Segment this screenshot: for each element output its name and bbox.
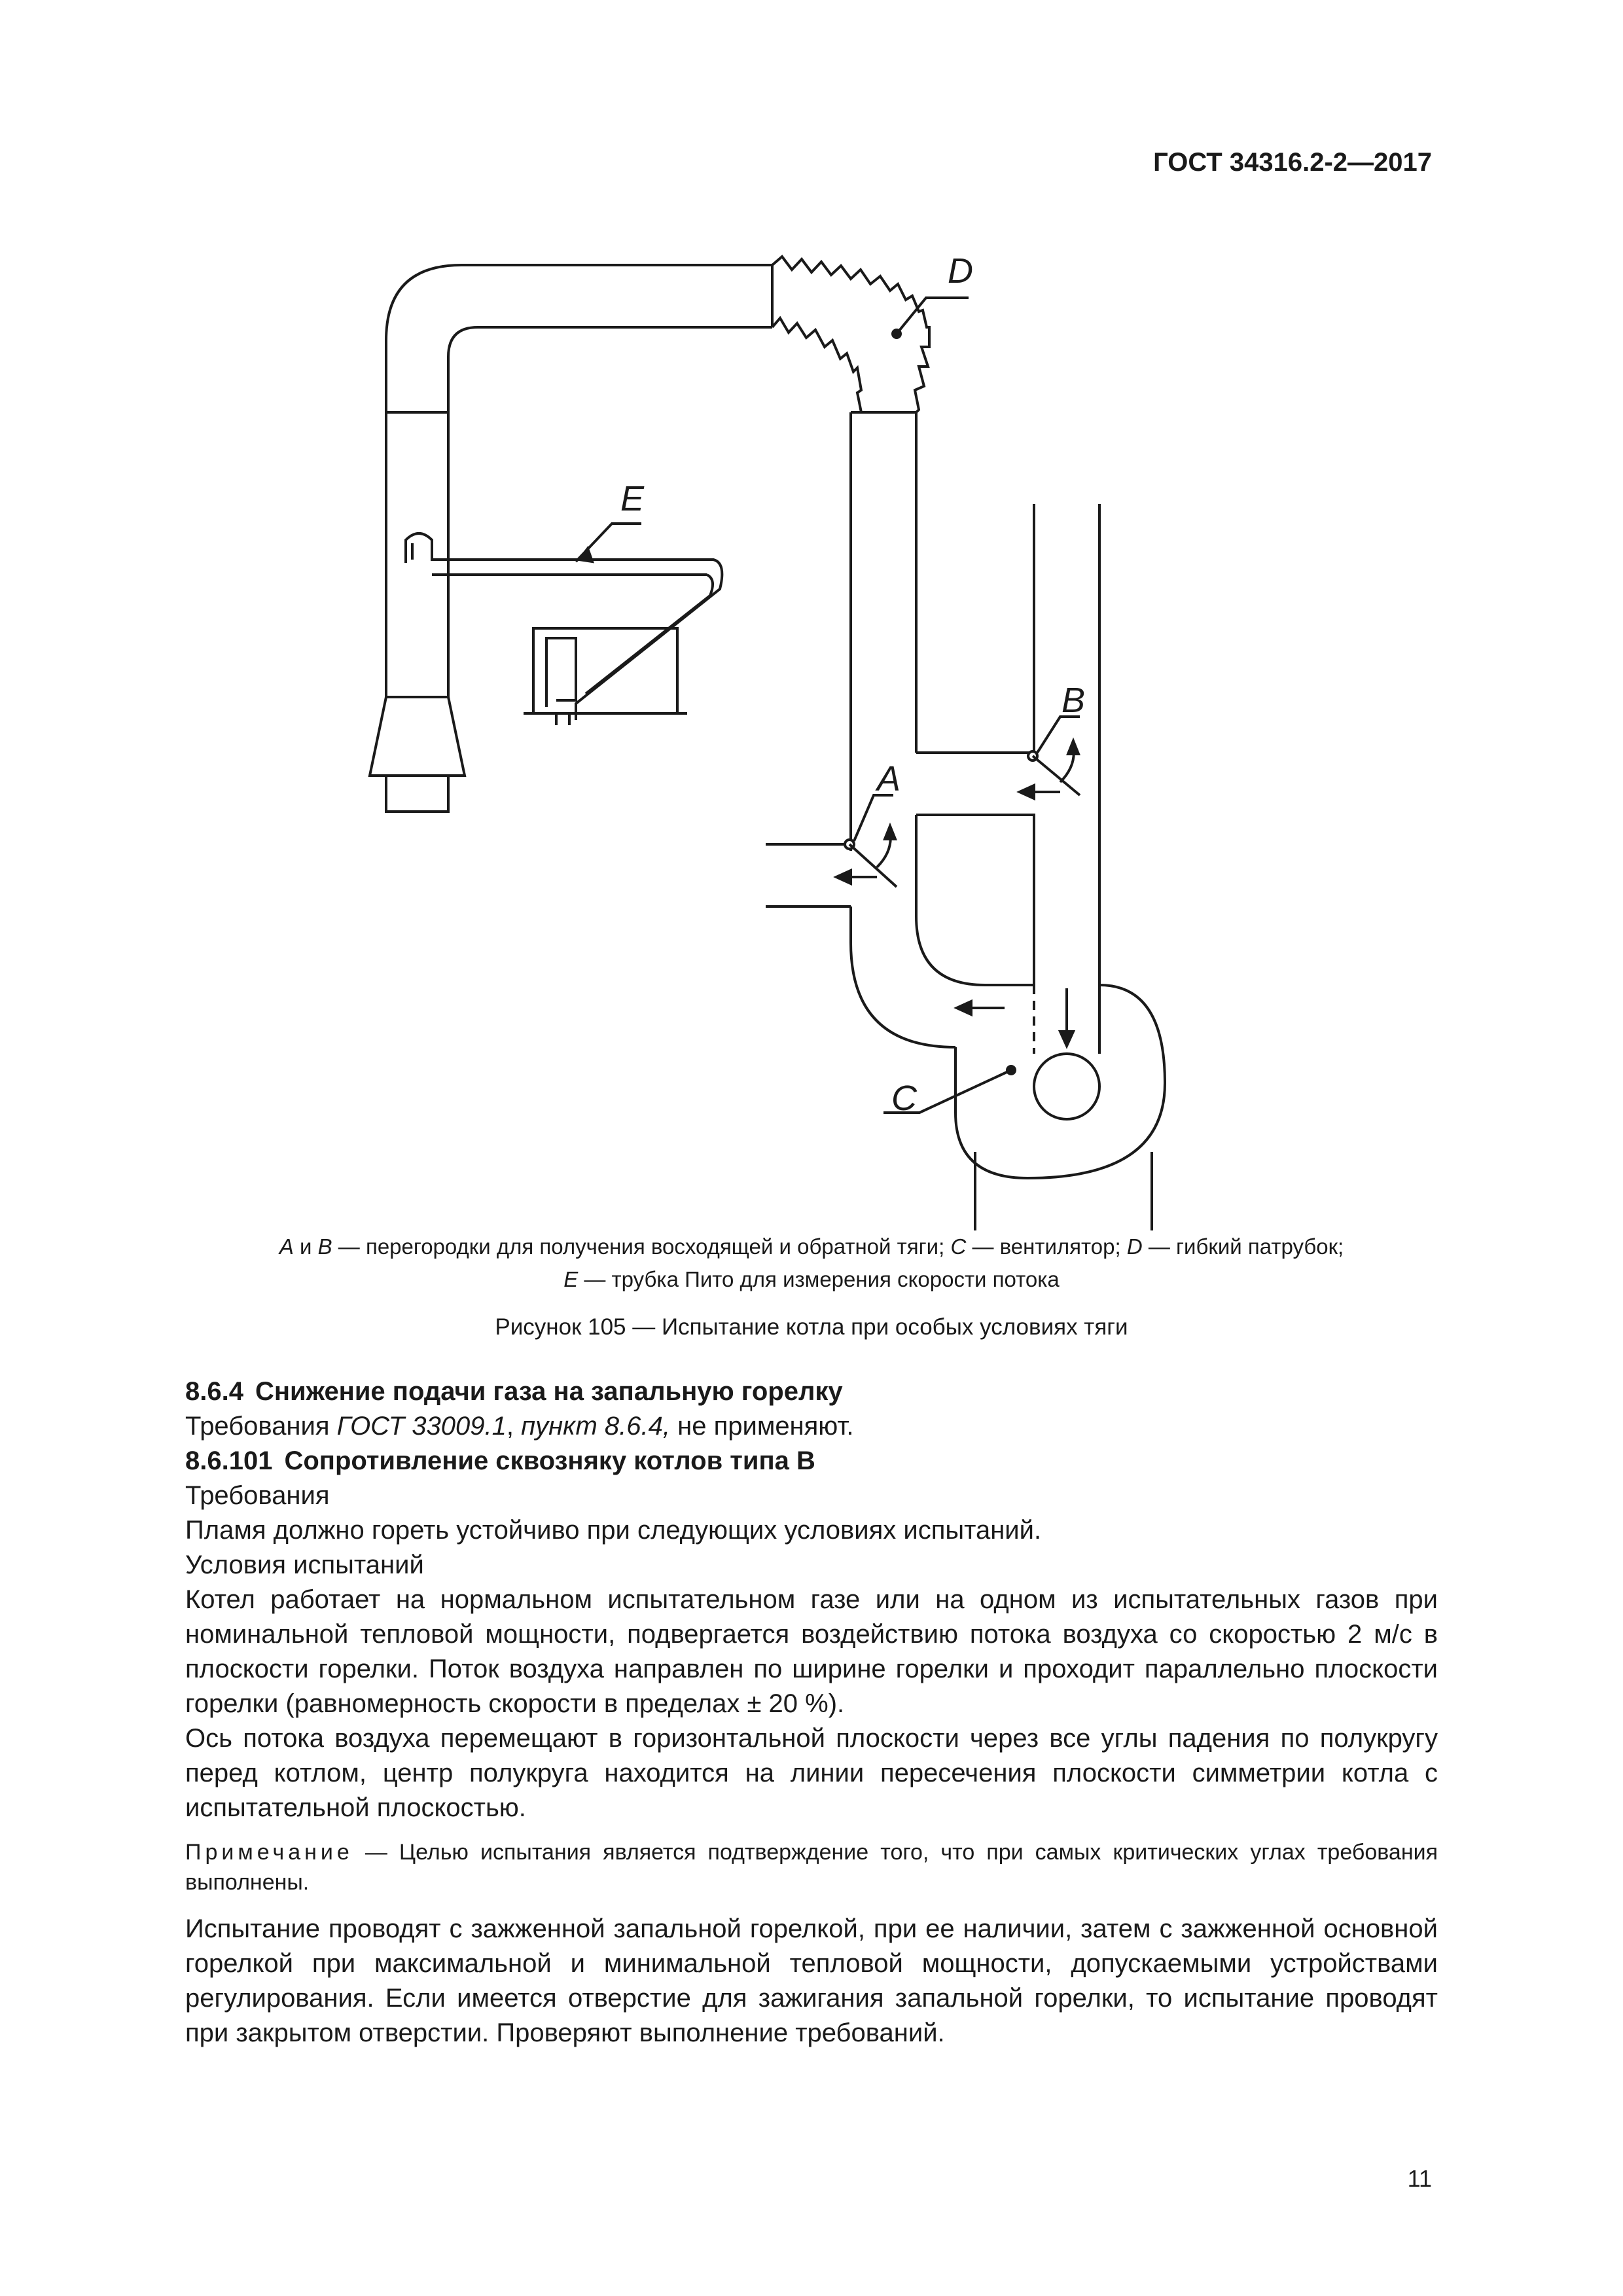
- boiler-hood: [370, 697, 465, 776]
- figure-legend: [177, 1230, 1446, 1296]
- legend-text: и: [293, 1234, 318, 1259]
- note: [185, 1837, 1438, 1897]
- paragraph-test-procedure: Испытание проводят с зажженной запальной горелкой, при ее наличии, затем с зажженной основной горелкой при максимальной и минимальной тепловой мощности, допускаемыми устройствами регулирования. Если имеется отверстие для зажигания запальной горелки, то испытание проводят при закрытом отверстии. Проверяют выполнение требований.: [185, 1914, 1438, 2047]
- figure-caption: Рисунок 105 — Испытание котла при особых условиях тяги: [495, 1314, 1128, 1340]
- document-body: [185, 1374, 1438, 2051]
- label-d: D: [948, 251, 973, 291]
- text: ,: [506, 1412, 522, 1441]
- boiler-outlet-collar: [386, 776, 448, 812]
- flow-arrow-a-head: [836, 870, 851, 884]
- legend-text: — трубка Пито для измерения скорости потока: [578, 1267, 1060, 1291]
- label-a: A: [877, 759, 901, 798]
- section-number: 8.6.101: [185, 1446, 273, 1475]
- flow-arrow-b-head: [1020, 785, 1034, 798]
- legend-key-b: B: [317, 1234, 332, 1259]
- legend-line-2: [177, 1263, 1446, 1296]
- clause-reference: пункт 8.6.4,: [521, 1412, 670, 1441]
- section-number: 8.6.4: [185, 1377, 243, 1406]
- flow-arrow-down-head: [1060, 1031, 1073, 1046]
- legend-text: — гибкий патрубок;: [1142, 1234, 1344, 1259]
- note-label: Примечание: [185, 1840, 353, 1865]
- text: Требования: [185, 1412, 337, 1441]
- section-title: Снижение подачи газа на запальную горелку: [255, 1377, 843, 1406]
- note-text: — Целью испытания является подтверждение того, что при самых критических углах требования выполнены.: [185, 1840, 1438, 1895]
- page-number: 11: [1407, 2165, 1432, 2192]
- left-duct-inner-wall: [448, 327, 772, 412]
- legend-key-c: C: [950, 1234, 967, 1259]
- section-heading-86101: [185, 1444, 1438, 1479]
- document-code-header: ГОСТ 34316.2-2—2017: [1153, 148, 1432, 177]
- legend-key-d: D: [1126, 1234, 1143, 1259]
- rotation-arrow-b-head: [1068, 741, 1079, 754]
- legend-line-1: [177, 1230, 1446, 1263]
- label-c: C: [891, 1079, 917, 1118]
- label-b: B: [1061, 681, 1086, 720]
- flow-arrow-blower-head: [957, 1001, 971, 1014]
- requirements-reference: [185, 1409, 1438, 1444]
- blower-housing: [851, 906, 1165, 1178]
- flame-requirement: Пламя должно гореть устойчиво при следующих условиях испытаний.: [185, 1516, 1042, 1545]
- pitot-tube: [406, 533, 722, 720]
- manometer-tube: [546, 638, 576, 707]
- paragraph-conditions: Котел работает на нормальном испытательном газе или на одном из испытательных газов при номинальной тепловой мощности, подвергается воздействию потока воздуха со скоростью 2 м/с в плоскости горелки. Поток воздуха направлен по ширине горелки и проходит параллельно плоскости горелки (равномерность скорости в пределах ± 20 %).: [185, 1585, 1438, 1718]
- standard-reference: ГОСТ 33009.1: [336, 1412, 507, 1441]
- section-heading-864: [185, 1374, 1438, 1409]
- legend-text: — вентилятор;: [966, 1234, 1127, 1259]
- text: не применяют.: [670, 1412, 854, 1441]
- legend-text: — перегородки для получения восходящей и обратной тяги;: [332, 1234, 951, 1259]
- flexible-hose-top-wall: [772, 257, 929, 412]
- inner-duct: [916, 815, 1034, 985]
- leader-c-dot: [1007, 1066, 1015, 1074]
- requirements-label: Требования: [185, 1481, 330, 1510]
- leader-e-arrowhead: [579, 548, 592, 562]
- legend-key-e: E: [563, 1267, 579, 1291]
- label-e: E: [620, 479, 645, 518]
- rotation-arrow-a-head: [885, 826, 895, 839]
- leader-d: [897, 298, 969, 334]
- blower-impeller: [1034, 1054, 1099, 1119]
- left-duct-outer-wall: [386, 265, 772, 412]
- flexible-hose-bottom-wall: [772, 318, 861, 412]
- legend-key-a: A: [279, 1234, 294, 1259]
- leader-d-dot: [893, 330, 901, 338]
- paragraph-airflow-axis: Ось потока воздуха перемещают в горизонтальной плоскости через все углы падения по полукругу перед котлом, центр полукруга находится на линии пересечения плоскости симметрии котла с испытательной плоскостью.: [185, 1724, 1438, 1822]
- section-title: Сопротивление сквозняку котлов типа В: [284, 1446, 815, 1475]
- pitot-tube-inner: [586, 575, 713, 694]
- conditions-label: Условия испытаний: [185, 1551, 424, 1579]
